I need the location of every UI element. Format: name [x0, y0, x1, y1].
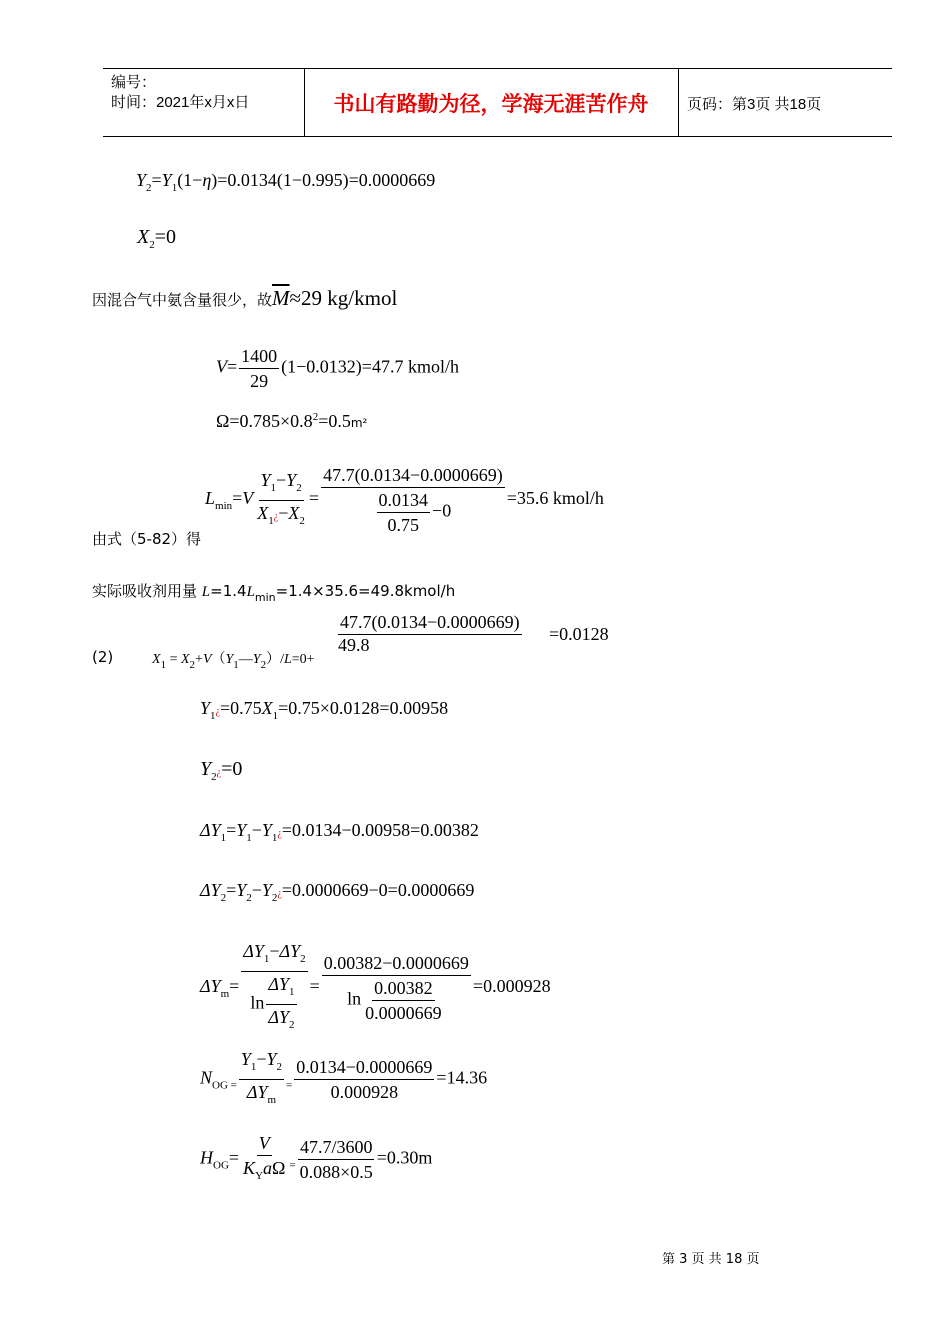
page-footer: 第 3 页 共 18 页	[662, 1252, 760, 1267]
item-2-label: (2)	[92, 648, 114, 666]
equation-hog: $H_{OG}=$ $\frac{V}{K_Ya\Omega}$ $_=$ $\frac{47.7/3600}{0.088\times 0.5}$ =0.30m	[200, 1133, 433, 1182]
actual-absorbent-line: 实际吸收剂用量 $L=1.4L_{min}=1.4\times 35.6=49.8kmol/h$	[92, 582, 456, 604]
equation-y2: $Y_2=Y_1(1-\eta)=0.0134(1-0.995)=0.0000669$	[136, 170, 436, 194]
equation-nog: $N_{OG =}$ $\frac{Y_1-Y_2}{\Delta Y_m}$ $_=$ $\frac{0.0134-0.0000669}{0.000928}$ =14.36	[200, 1049, 488, 1106]
header-time-label: 时间：2021年x月x日	[111, 94, 250, 111]
header-divider	[678, 69, 679, 136]
equation-x2: $X_2=0$	[137, 226, 176, 251]
equation-delta-ym: $\Delta Y_m=$ $\Delta Y_1-\Delta Y_2$ ln $\frac{\Delta Y_1}{\Delta Y_2}$ = 0.00382−0.0000669 ln $\frac{0.00382}{0.0000669}$ =0.000928	[200, 941, 551, 1031]
mavg-line	[92, 286, 397, 311]
mavg-formula: $\overline{M}\approx 29$ kg/kmol	[272, 286, 398, 310]
header-motto: 书山有路勤为径，学海无涯苦作舟	[333, 91, 649, 116]
header-page-label: 页码：第3页 共18页	[687, 96, 822, 113]
equation-delta-y2: $\Delta Y_2=Y_2-Y_2¿=0.0000669-0=0.0000669$	[200, 880, 475, 904]
equation-delta-y1: $\Delta Y_1=Y_1-Y_1¿=0.0134-0.00958=0.00382$	[200, 820, 479, 844]
mavg-text: 因混合气中氨含量很少，故	[92, 291, 273, 309]
page-header	[103, 68, 892, 137]
equation-reference: 由式（5-82）得	[92, 530, 202, 548]
equation-lmin: $L_{min}=V$ $\frac{Y_1-Y_2}{X_1¿-X_2}$ = 47.7(0.0134−0.0000669) $\frac{0.0134}{0.75}$ −0 =35.6 kmol/h	[205, 465, 604, 535]
equation-y1-star: $Y_1¿=0.75X_1=0.75\times 0.0128=0.00958$	[200, 698, 449, 722]
item-2-fraction: 47.7(0.0134−0.0000669) 49.8	[338, 612, 520, 655]
item-2-formula: $X_1$ = $X_2+V(Y_1—Y_2)/L=0+$	[152, 652, 315, 671]
header-number-label: 编号：	[111, 74, 157, 91]
item-2-result: =0.0128	[549, 624, 609, 644]
header-meta	[111, 73, 249, 113]
equation-omega: $\Omega=0.785\times 0.8^2=0.5m^2$	[216, 411, 368, 431]
equation-y2-star: $Y_2¿=0$	[200, 758, 243, 783]
equation-v: V= $\frac{1400}{29}$ (1−0.0132)=47.7 kmol/h	[216, 346, 459, 391]
